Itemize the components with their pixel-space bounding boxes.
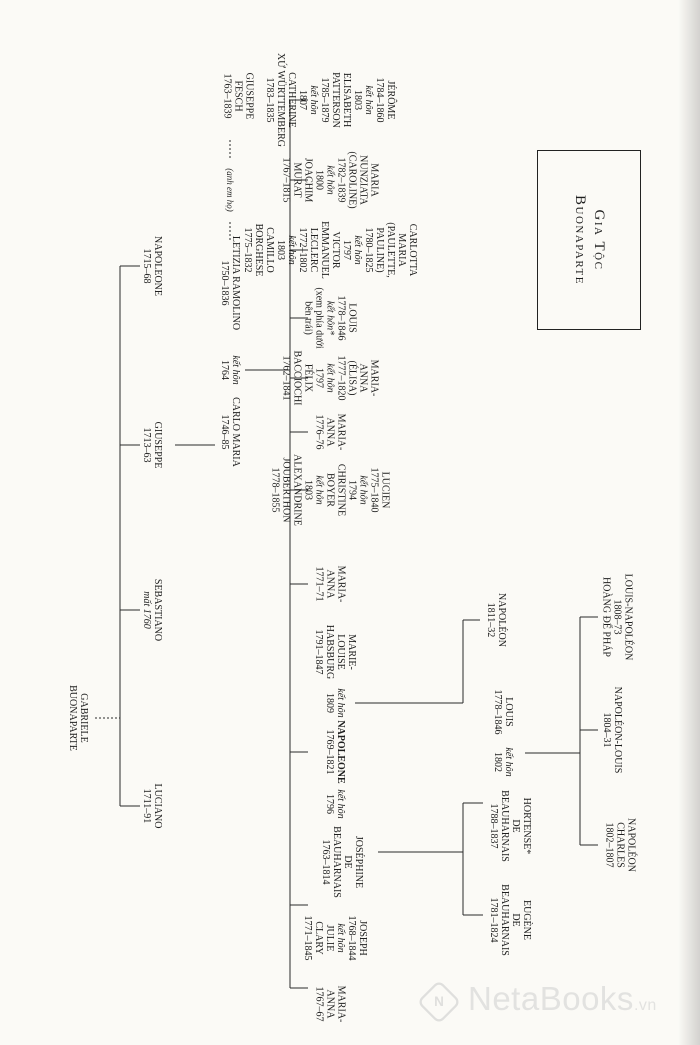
person-sebastiano: SEBASTIANO mất 1760 xyxy=(141,578,163,642)
person-giuseppe-elder: GIUSEPPE 1713–63 xyxy=(141,421,163,469)
person-napoleon-1811: NAPOLÉON 1811–32 xyxy=(485,593,507,647)
person-marie-louise: MARIE- LOUISE HABSBURG 1791–1847 xyxy=(313,624,357,680)
person-jerome: JÉRÔME 1784–1860 kết hôn 1803 ELISABETH PATTERSON 1785–1879 kết hôn 1807 CATHERINE XỨ WÜRTTEMBERG 1783–1835 xyxy=(264,53,396,147)
person-napoleon-louis: NAPOLÉON-LOUIS 1804–31 xyxy=(601,686,623,774)
watermark xyxy=(418,978,683,1026)
title-box xyxy=(537,150,641,330)
person-hortense: HORTENSE* DE BEAUHARNAIS 1788–1837 xyxy=(488,790,532,862)
person-luciano: LUCIANO 1711–91 xyxy=(141,783,163,829)
person-josephine: JOSÉPHINE DE BEAUHARNAIS 1763–1814 xyxy=(320,826,364,898)
marriage-carlo-letizia: kết hôn 1764 xyxy=(219,355,241,385)
person-maria-anna-1776: MARIA- ANNA 1776–76 xyxy=(313,413,347,451)
person-napoleone: NAPOLEONE 1769–1821 xyxy=(324,720,346,784)
person-letizia: LETIZIA RAMOLINO 1750–1836 xyxy=(219,235,241,331)
watermark-text: NetaBooks.vn xyxy=(468,980,657,1017)
person-napoleon-charles: NAPOLÉON CHARLES 1802–1807 xyxy=(603,818,637,872)
marriage-josephine-napoleone: kết hôn 1796 xyxy=(324,789,346,819)
marriage-hortense-louis: kết hôn 1802 xyxy=(492,747,514,777)
person-joseph: JOSEPH 1768–1844 kết hôn JULIE CLARY 1771–1845 xyxy=(302,915,368,961)
person-lucien: LUCIEN 1775–1840 kết hôn 1794 CHRISTINE BOYER kết hôn 1803 ALEXANDRINE JOUBERTHON 1778–1855 xyxy=(269,454,391,526)
person-carlo-maria: CARLO MARIA 1746–85 xyxy=(219,397,241,467)
person-gabriele: GABRIELE BUONAPARTE xyxy=(67,685,89,751)
person-caroline: MARIA NUNZIATA (CAROLINE) 1782–1839 kết hôn 1800 JOACHIM MURAT 1767–1815 xyxy=(280,151,380,209)
person-louis-napoleon: LOUIS-NAPOLÉON 1808–73 HOÀNG ĐẾ PHÁP xyxy=(600,573,634,661)
person-napoleone-elder: NAPOLEONE 1715–68 xyxy=(141,236,163,296)
person-louis-2: LOUIS 1778–1846 xyxy=(492,689,514,735)
person-pauline: CARLOTTA MARIA (PAULETTE, PAULINE) 1780–1825 kết hôn 1797 VICTOR EMMANUEL LECLERC 1772–1802 kết hôn 1803 CAMILLO BORGHESE 1775–1832 xyxy=(242,221,418,279)
person-maria-anna-1767: MARIA- ANNA 1767–67 xyxy=(313,985,347,1023)
person-louis: LOUIS 1778–1846 kết hôn* (xem phía dưới bên trái) xyxy=(302,287,358,349)
page-title: Gia Tộc Buonaparte xyxy=(572,195,607,285)
relation-cousins: (anh em họ) xyxy=(225,168,235,212)
marriage-napoleone-marie-louise: kết hôn 1809 xyxy=(324,688,346,718)
person-maria-anna-1771: MARIA- ANNA 1771–71 xyxy=(313,565,347,603)
netabooks-logo-icon: N xyxy=(417,980,462,1025)
person-fesch: GIUSEPPE FESCH 1763–1839 xyxy=(221,72,255,120)
person-eugene: EUGÈNE DE BEAUHARNAIS 1781–1824 xyxy=(488,884,532,956)
person-elisa: MARIA- ANNA (ÉLISA) 1777–1820 kết hôn 1797 FÉLIX BACCIOCHI 1762–1841 xyxy=(280,350,380,406)
